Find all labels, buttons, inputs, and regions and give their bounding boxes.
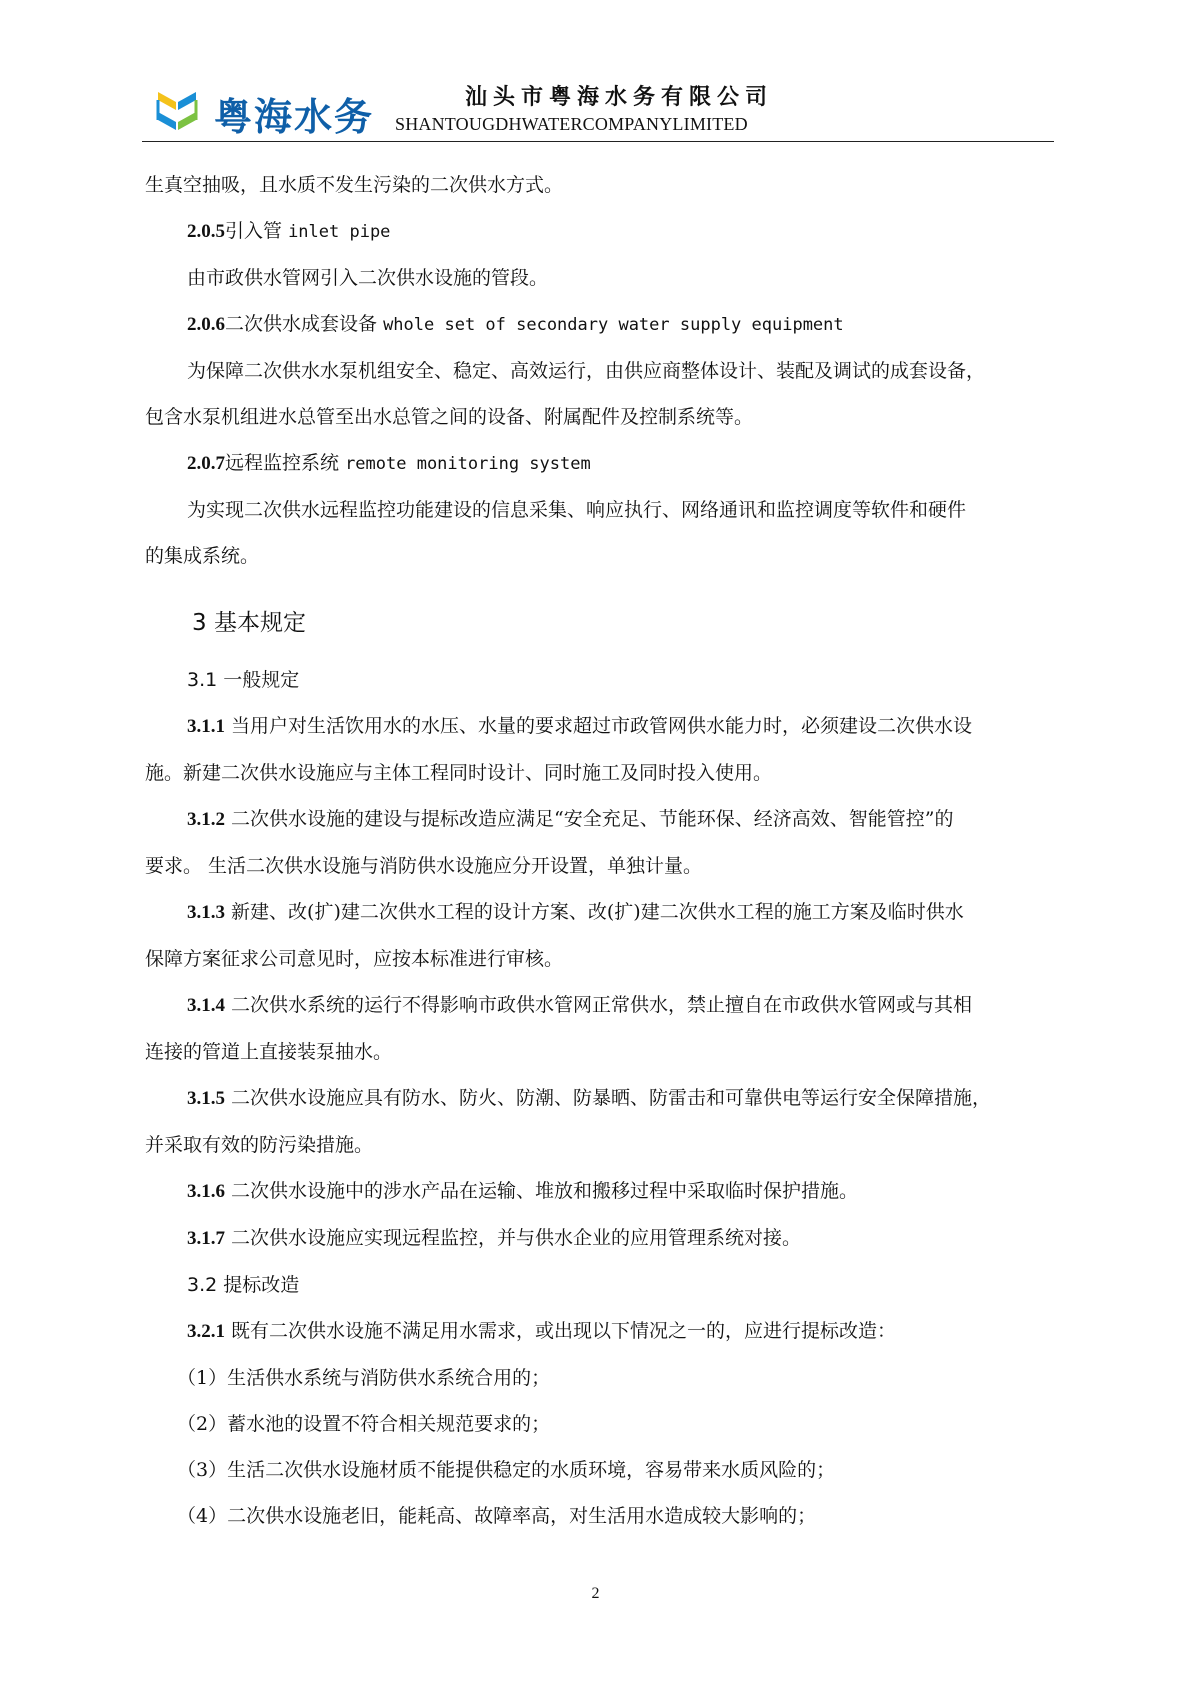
clause-number: 3.2.1 xyxy=(187,1321,225,1342)
company-name-en: SHANTOUGDHWATERCOMPANYLIMITED xyxy=(395,114,748,134)
clause-3-2-1 xyxy=(145,1308,1055,1355)
term-en: whole set of secondary water supply equipment xyxy=(383,315,844,335)
term-cn: 远程监控系统 xyxy=(225,452,340,474)
clause-number: 3.1.7 xyxy=(187,1228,225,1249)
definition-description: 包含水泵机组进水总管至出水总管之间的设备、附属配件及控制系统等。 xyxy=(145,406,754,428)
clause-text: 二次供水设施的建设与提标改造应满足“安全充足、节能环保、经济高效、智能管控”的 xyxy=(225,808,954,830)
clause-text: 二次供水设施中的涉水产品在运输、堆放和搬移过程中采取临时保护措施。 xyxy=(225,1180,859,1202)
clause-number: 2.0.6 xyxy=(187,314,225,335)
clause-text: 当用户对生活饮用水的水压、水量的要求超过市政管网供水能力时，必须建设二次供水设 xyxy=(225,715,973,737)
clause-text-cont: 连接的管道上直接装泵抽水。 xyxy=(145,1041,393,1063)
clause-number: 3.1.1 xyxy=(187,716,225,737)
list-item: （3）生活二次供水设施材质不能提供稳定的水质环境，容易带来水质风险的； xyxy=(177,1459,836,1481)
definition-2-0-5 xyxy=(145,208,1055,255)
page-header xyxy=(142,70,1054,142)
clause-3-1-5 xyxy=(145,1075,1055,1122)
clause-number: 3.1.2 xyxy=(187,809,225,830)
list-item: （1）生活供水系统与消防供水系统合用的； xyxy=(177,1367,551,1389)
yuehai-water-logo-icon xyxy=(154,86,200,136)
section-heading: 3.1 一般规定 xyxy=(187,669,300,691)
page-number: 2 xyxy=(591,1585,600,1602)
clause-3-1-3 xyxy=(145,889,1055,936)
definition-description: 由市政供水管网引入二次供水设施的管段。 xyxy=(187,267,549,289)
clause-3-1-1 xyxy=(145,703,1055,750)
clause-text: 二次供水系统的运行不得影响市政供水管网正常供水，禁止擅自在市政供水管网或与其相 xyxy=(225,994,973,1016)
term-cn: 引入管 xyxy=(225,220,283,242)
definition-2-0-6 xyxy=(145,301,1055,348)
section-heading: 3.2 提标改造 xyxy=(187,1274,300,1296)
header-divider xyxy=(142,141,1054,142)
clause-text-cont: 施。新建二次供水设施应与主体工程同时设计、同时施工及同时投入使用。 xyxy=(145,762,773,784)
clause-number: 3.1.4 xyxy=(187,995,225,1016)
clause-3-1-7 xyxy=(145,1215,1055,1262)
clause-number: 2.0.5 xyxy=(187,221,225,242)
clause-text: 二次供水设施应实现远程监控，并与供水企业的应用管理系统对接。 xyxy=(225,1227,802,1249)
clause-text-cont: 保障方案征求公司意见时，应按本标准进行审核。 xyxy=(145,948,564,970)
clause-3-1-4 xyxy=(145,982,1055,1029)
definition-description: 为保障二次供水水泵机组安全、稳定、高效运行，由供应商整体设计、装配及调试的成套设备， xyxy=(187,360,986,382)
clause-number: 3.1.5 xyxy=(187,1088,225,1109)
clause-text-cont: 并采取有效的防污染措施。 xyxy=(145,1134,374,1156)
clause-text-cont: 要求。 生活二次供水设施与消防供水设施应分开设置，单独计量。 xyxy=(145,855,703,877)
clause-number: 3.1.3 xyxy=(187,902,225,923)
term-en: remote monitoring system xyxy=(345,454,591,474)
clause-text: 新建、改(扩)建二次供水工程的设计方案、改(扩)建二次供水工程的施工方案及临时供水 xyxy=(225,901,964,923)
document-body xyxy=(145,162,1055,1539)
clause-3-1-6 xyxy=(145,1168,1055,1215)
clause-3-1-2 xyxy=(145,796,1055,843)
chapter-heading: 3 基本规定 xyxy=(192,610,306,636)
list-item: （2）蓄水池的设置不符合相关规范要求的； xyxy=(177,1413,551,1435)
term-cn: 二次供水成套设备 xyxy=(225,313,378,335)
definition-description: 的集成系统。 xyxy=(145,545,260,567)
brand-name-cn: 粤海水务 xyxy=(214,95,375,139)
clause-text: 二次供水设施应具有防水、防火、防潮、防暴晒、防雷击和可靠供电等运行安全保障措施， xyxy=(225,1087,992,1109)
definition-description: 为实现二次供水远程监控功能建设的信息采集、响应执行、网络通讯和监控调度等软件和硬件 xyxy=(187,499,967,521)
clause-text: 既有二次供水设施不满足用水需求，或出现以下情况之一的，应进行提标改造： xyxy=(225,1320,897,1342)
company-name-cn: 汕头市粤海水务有限公司 xyxy=(465,85,774,110)
clause-number: 3.1.6 xyxy=(187,1181,225,1202)
paragraph-continuation: 生真空抽吸，且水质不发生污染的二次供水方式。 xyxy=(145,174,564,196)
list-item: （4）二次供水设施老旧，能耗高、故障率高，对生活用水造成较大影响的； xyxy=(177,1505,817,1527)
definition-2-0-7 xyxy=(145,440,1055,487)
term-en: inlet pipe xyxy=(288,222,391,242)
clause-number: 2.0.7 xyxy=(187,453,225,474)
